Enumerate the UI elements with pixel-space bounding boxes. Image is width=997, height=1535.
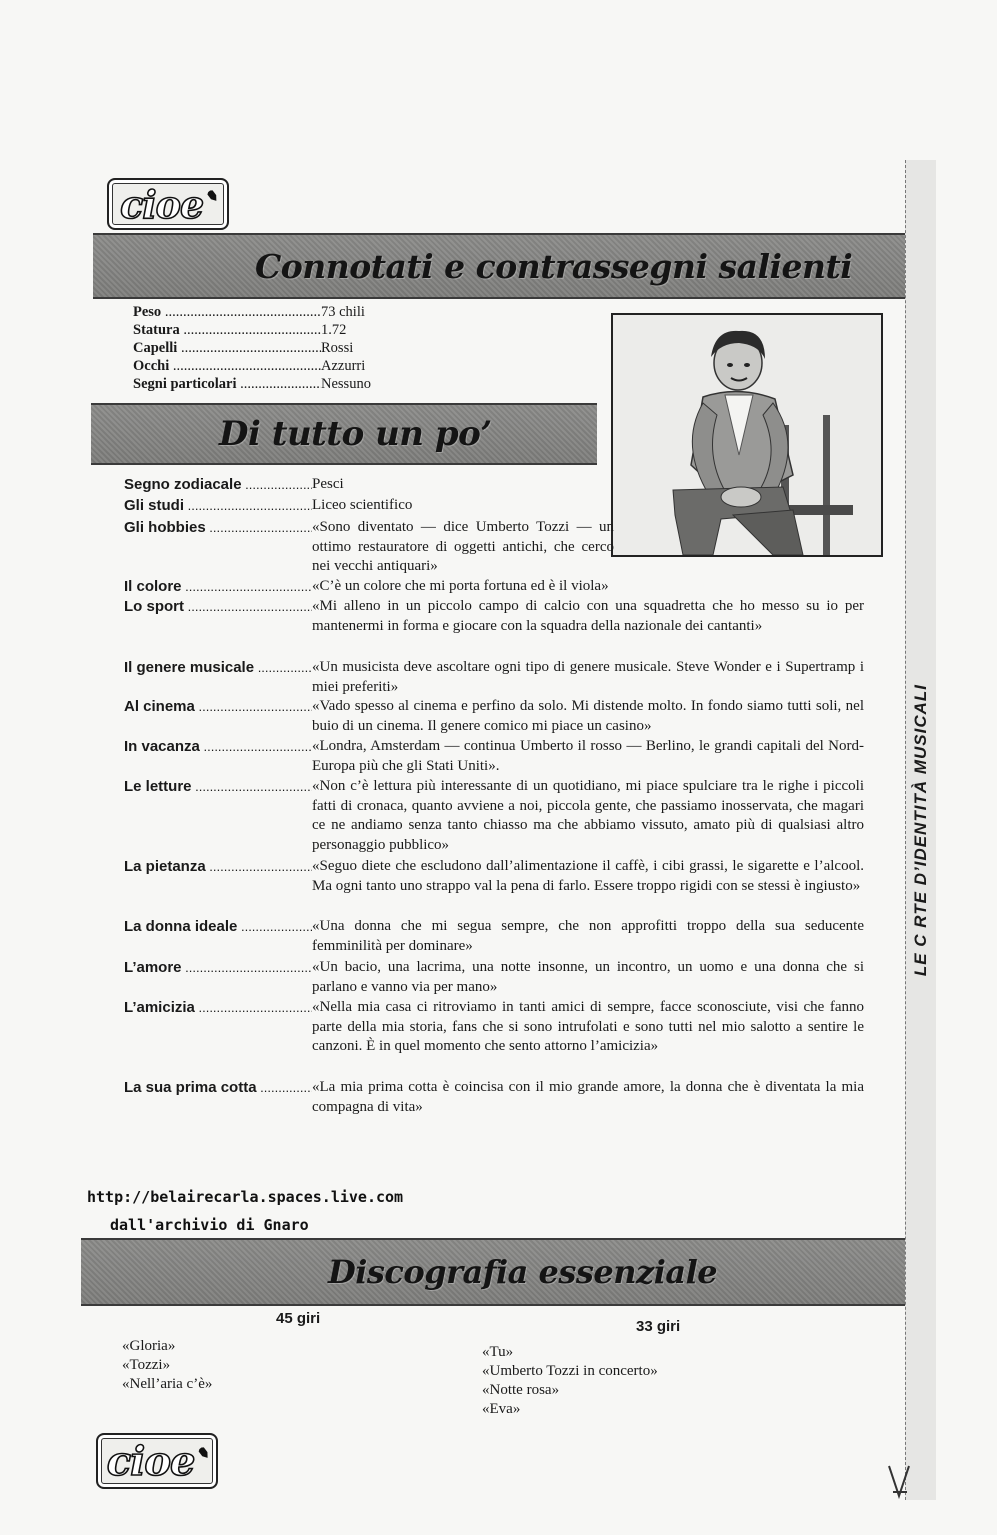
qa-value: «Non c’è lettura più interessante di un quotidiano, mi piace spulciare tra le righe i piccoli fatti di cronaca, quanto avviene a noi, piccola gente, che passiamo inosservata, che magari ce ne andiamo senza tanto chiasso ma che abbiamo vissuto, amato più di qualsiasi altro personaggio pubblico» — [312, 778, 864, 853]
side-strip-title: LE C RTE D’IDENTITÀ MUSICALI — [911, 683, 930, 977]
corner-scribble-icon — [885, 1462, 915, 1502]
qa-value: «Un bacio, una lacrima, una notte insonne, un incontro, un uomo e una donna che si parlano e vanno via per mano» — [312, 959, 864, 995]
qa-value: «La mia prima cotta è coincisa con il mio grande amore, la donna che è diventata la mia compagna di vita» — [312, 1079, 864, 1115]
qa-label: La pietanza ..... — [124, 857, 312, 896]
qa-label: Al cinema ..... — [124, 697, 312, 736]
qa-row-studi — [124, 496, 864, 516]
qa-value: «Nella mia casa ci ritroviamo in tanti amici di sempre, facce sconosciute, visi che fanno parte della mia storia, fans che si sono intrufolati e sono tutti nel mio salotto a sentire le canzoni. È in quel momento che sento attorno l’amicizia» — [312, 999, 864, 1054]
banner-connotati — [93, 233, 911, 299]
logo-text: cioe — [120, 181, 204, 227]
banner-di-tutto — [91, 403, 597, 465]
seated-man-illustration — [613, 315, 881, 555]
qa-row-amore — [124, 958, 864, 997]
qa-value: «Sono diventato — dice Umberto Tozzi — un ottimo restauratore di oggetti antichi, che cerco nei vecchi antiquari» — [312, 519, 614, 574]
qa-row-genere — [124, 658, 864, 697]
logo-mark-icon: ✎ — [205, 189, 216, 205]
spec-label: Occhi ..... — [133, 357, 321, 375]
albums-list — [482, 1343, 658, 1419]
artist-photo — [611, 313, 883, 557]
banner-discografia — [81, 1238, 907, 1306]
qa-value: «C’è un colore che mi porta fortuna ed è il viola» — [312, 578, 609, 594]
album-item: «Umberto Tozzi in concerto» — [482, 1363, 658, 1379]
qa-row-donna — [124, 917, 864, 956]
album-item: «Eva» — [482, 1401, 521, 1417]
qa-label: Gli studi ..... — [124, 496, 312, 516]
specs-list — [133, 303, 393, 393]
qa-value: «Londra, Amsterdam — continua Umberto il rosso — Berlino, le grandi capitali del Nord-Europa più che gli Stati Uniti». — [312, 738, 864, 774]
qa-label: Lo sport ..... — [124, 597, 312, 636]
qa-label: Segno zodiacale ..... — [124, 475, 312, 495]
qa-label: Gli hobbies ..... — [124, 518, 312, 577]
section-title-di-tutto: Di tutto un po’ — [219, 414, 492, 454]
side-strip — [905, 160, 936, 1500]
qa-row-colore — [124, 577, 864, 597]
qa-row-letture — [124, 777, 864, 855]
spec-row — [133, 303, 393, 321]
watermark-archive: dall'archivio di Gnaro — [110, 1216, 309, 1234]
qa-label: Il colore ..... — [124, 577, 312, 597]
qa-row-vacanza — [124, 737, 864, 776]
singles-heading: 45 giri — [276, 1310, 321, 1327]
spec-value: Azzurri — [321, 358, 366, 374]
qa-row-prima-cotta — [124, 1078, 864, 1117]
single-item: «Tozzi» — [122, 1357, 171, 1373]
qa-row-amicizia — [124, 998, 864, 1057]
qa-row-sport — [124, 597, 864, 636]
cioe-logo-top — [107, 178, 229, 230]
qa-label: Il genere musicale ..... — [124, 658, 312, 697]
qa-value: Pesci — [312, 476, 344, 492]
qa-label: In vacanza ..... — [124, 737, 312, 776]
cioe-logo-bottom — [96, 1433, 218, 1489]
spec-label: Peso ..... — [133, 303, 321, 321]
qa-value: «Una donna che mi segua sempre, che non approfitti troppo della sua seducente femminilità per dominare» — [312, 918, 864, 954]
qa-value: Liceo scientifico — [312, 497, 413, 513]
spec-value: 1.72 — [321, 322, 347, 338]
spec-value: Rossi — [321, 340, 354, 356]
qa-row-hobbies — [124, 518, 614, 577]
qa-value: «Vado spesso al cinema e perfino da solo. Mi distende molto. In fondo siamo tutti soli, nel buio di un cinema. Il genere comico mi piace un casino» — [312, 698, 864, 734]
spec-label: Segni particolari ..... — [133, 375, 321, 393]
qa-value: «Seguo diete che escludono dall’alimentazione il caffè, i cibi grassi, le sigarette e l’alcool. Ma ogni tanto uno strappo val la pena di farlo. Essere troppo rigidi con se stessi è ingiusto» — [312, 858, 864, 894]
qa-label: La donna ideale ..... — [124, 917, 312, 956]
qa-label: Le letture ..... — [124, 777, 312, 855]
spec-value: Nessuno — [321, 376, 371, 392]
spec-row — [133, 339, 393, 357]
singles-list — [122, 1337, 212, 1394]
qa-row-segno — [124, 475, 864, 495]
watermark-url: http://belairecarla.spaces.live.com — [87, 1188, 404, 1206]
qa-label: La sua prima cotta ..... — [124, 1078, 312, 1117]
qa-value: «Un musicista deve ascoltare ogni tipo di genere musicale. Steve Wonder e i Supertramp i miei preferiti» — [312, 659, 864, 695]
logo-mark-icon: ✎ — [196, 1446, 208, 1462]
qa-row-pietanza — [124, 857, 864, 896]
qa-label: L’amicizia ..... — [124, 998, 312, 1057]
qa-row-cinema — [124, 697, 864, 736]
spec-row — [133, 375, 393, 393]
single-item: «Gloria» — [122, 1338, 176, 1354]
spec-label: Statura ..... — [133, 321, 321, 339]
section-title-discografia: Discografia essenziale — [328, 1253, 718, 1291]
album-item: «Notte rosa» — [482, 1382, 560, 1398]
single-item: «Nell’aria c’è» — [122, 1376, 213, 1392]
spec-value: 73 chili — [321, 304, 365, 320]
spec-row — [133, 357, 393, 375]
album-item: «Tu» — [482, 1344, 514, 1360]
spec-row — [133, 321, 393, 339]
albums-heading: 33 giri — [636, 1318, 681, 1335]
section-title-connotati: Connotati e contrassegni salienti — [255, 246, 853, 286]
qa-value: «Mi alleno in un piccolo campo di calcio con una squadretta che ho messo su io per mantenermi in forma e giocare con la squadra della nazionale dei cantanti» — [312, 598, 864, 634]
logo-text: cioe — [106, 1437, 195, 1485]
spec-label: Capelli ..... — [133, 339, 321, 357]
qa-label: L’amore ..... — [124, 958, 312, 997]
